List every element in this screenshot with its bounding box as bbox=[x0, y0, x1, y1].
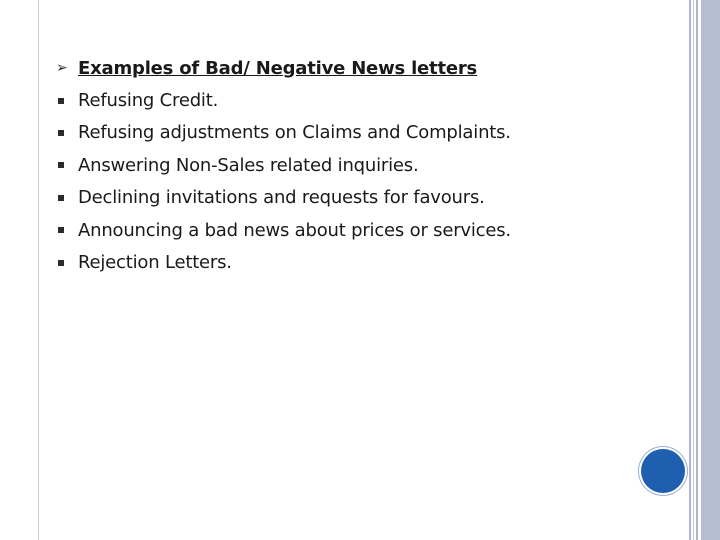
left-border-line bbox=[38, 0, 39, 540]
square-bullet-icon bbox=[52, 162, 78, 168]
border-stripe bbox=[689, 0, 691, 540]
square-bullet-icon bbox=[52, 130, 78, 136]
list-item bbox=[52, 246, 672, 278]
decorative-circle bbox=[641, 449, 685, 493]
border-stripe bbox=[693, 0, 694, 540]
border-stripe bbox=[696, 0, 698, 540]
list-item bbox=[52, 117, 672, 149]
square-bullet-icon bbox=[52, 260, 78, 266]
list-item-text: Answering Non-Sales related inquiries. bbox=[78, 154, 419, 176]
list-item-text: Refusing Credit. bbox=[78, 90, 219, 112]
list-item bbox=[52, 84, 672, 116]
right-decorative-border bbox=[689, 0, 720, 540]
list-heading-row bbox=[52, 52, 672, 84]
bullet-list bbox=[52, 52, 672, 279]
list-item-text: Declining invitations and requests for favours. bbox=[78, 187, 485, 209]
border-stripe bbox=[701, 0, 720, 540]
square-bullet-icon bbox=[52, 195, 78, 201]
list-heading: Examples of Bad/ Negative News letters bbox=[78, 57, 478, 79]
list-item-text: Announcing a bad news about prices or services. bbox=[78, 219, 511, 241]
list-item bbox=[52, 149, 672, 181]
square-bullet-icon bbox=[52, 98, 78, 104]
list-item-text: Refusing adjustments on Claims and Complaints. bbox=[78, 122, 511, 144]
list-item bbox=[52, 182, 672, 214]
arrow-bullet-icon: ➢ bbox=[56, 60, 68, 77]
list-item-text: Rejection Letters. bbox=[78, 252, 232, 274]
square-bullet-icon bbox=[52, 227, 78, 233]
list-item bbox=[52, 214, 672, 246]
